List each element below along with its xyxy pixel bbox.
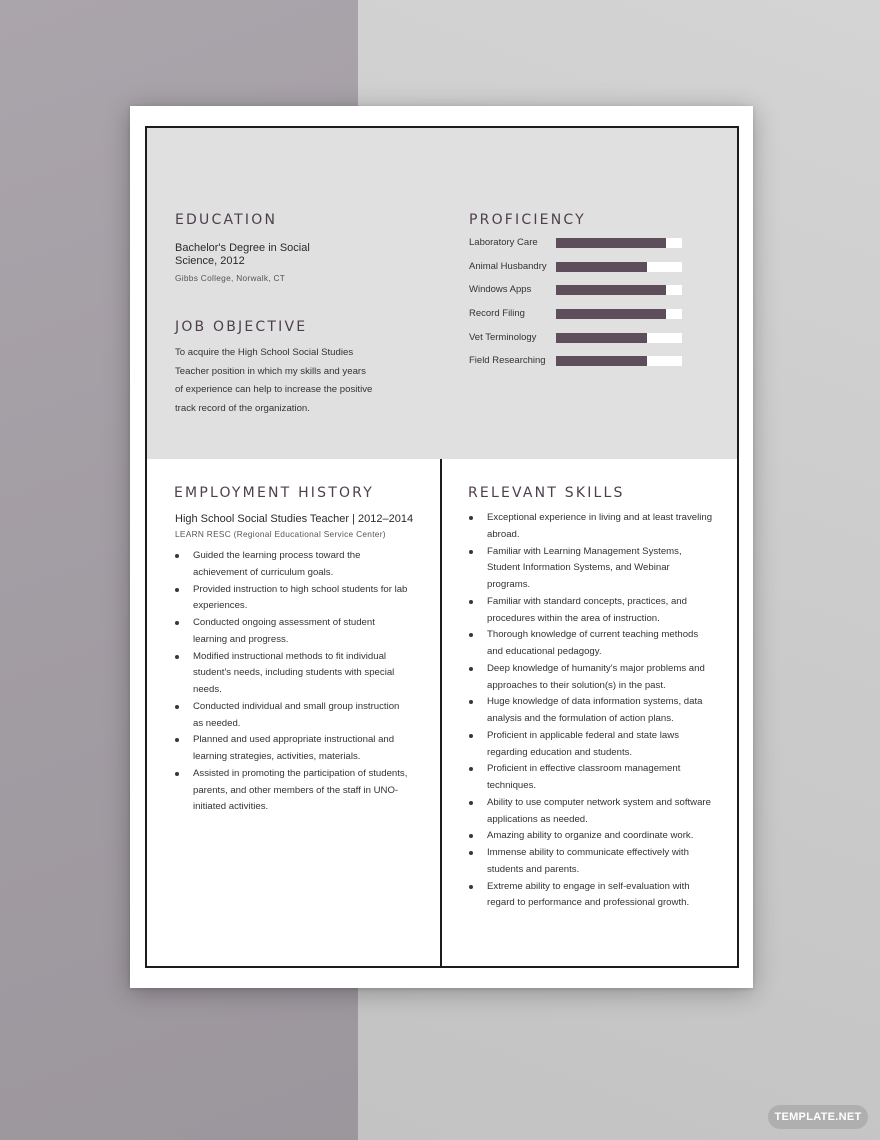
skill-item: Proficient in applicable federal and state laws regarding education and students.	[469, 728, 714, 762]
proficiency-bar-track	[556, 238, 682, 248]
employer: LEARN RESC (Regional Educational Service Center)	[175, 529, 386, 539]
education-heading: EDUCATION	[175, 212, 278, 228]
proficiency-bar-track	[556, 309, 682, 319]
proficiency-item	[469, 283, 689, 297]
skill-item: Huge knowledge of data information systems, data analysis and the formulation of action plans.	[469, 694, 714, 728]
skill-item: Ability to use computer network system and software applications as needed.	[469, 795, 714, 829]
education-degree: Bachelor's Degree in Social Science, 2012	[175, 242, 310, 267]
job-title: High School Social Studies Teacher | 2012–2014	[175, 513, 414, 525]
proficiency-item	[469, 354, 689, 368]
skill-item: Familiar with standard concepts, practices, and procedures within the area of instruction.	[469, 594, 714, 628]
duties-list	[175, 548, 410, 816]
proficiency-item	[469, 260, 689, 274]
proficiency-skill-name: Windows Apps	[469, 284, 532, 295]
skill-item: Familiar with Learning Management Systems, Student Information Systems, and Webinar programs.	[469, 544, 714, 594]
duty-item: Assisted in promoting the participation of students, parents, and other members of the staff in UNO-initiated activities.	[175, 766, 410, 816]
proficiency-bar-fill	[556, 238, 666, 248]
skill-item: Immense ability to communicate effectively with students and parents.	[469, 845, 714, 879]
skill-item: Proficient in effective classroom management techniques.	[469, 761, 714, 795]
resume-page	[130, 106, 753, 988]
proficiency-item	[469, 331, 689, 345]
resume-frame	[145, 126, 739, 968]
education-school: Gibbs College, Norwalk, CT	[175, 273, 286, 283]
employment-heading: EMPLOYMENT HISTORY	[174, 485, 374, 501]
job-objective-heading: JOB OBJECTIVE	[175, 319, 308, 335]
proficiency-bar-track	[556, 356, 682, 366]
proficiency-skill-name: Field Researching	[469, 355, 546, 366]
skill-item: Extreme ability to engage in self-evaluation with regard to performance and professional growth.	[469, 879, 714, 913]
proficiency-bar-fill	[556, 356, 647, 366]
relevant-skills-list	[469, 510, 714, 912]
skill-item: Deep knowledge of humanity's major problems and approaches to their solution(s) in the past.	[469, 661, 714, 695]
proficiency-bar-track	[556, 285, 682, 295]
proficiency-bar-track	[556, 262, 682, 272]
duty-item: Modified instructional methods to fit individual student's needs, including students with special needs.	[175, 649, 410, 699]
duty-item: Conducted individual and small group instruction as needed.	[175, 699, 410, 733]
proficiency-item	[469, 236, 689, 250]
proficiency-skill-name: Animal Husbandry	[469, 261, 547, 272]
proficiency-bar-fill	[556, 309, 666, 319]
proficiency-bar-track	[556, 333, 682, 343]
skill-item: Amazing ability to organize and coordinate work.	[469, 828, 714, 845]
proficiency-bar-fill	[556, 285, 666, 295]
proficiency-skill-name: Vet Terminology	[469, 332, 537, 343]
duty-item: Conducted ongoing assessment of student learning and progress.	[175, 615, 410, 649]
relevant-skills-heading: RELEVANT SKILLS	[468, 485, 625, 501]
proficiency-heading: PROFICIENCY	[469, 212, 586, 228]
skill-item: Thorough knowledge of current teaching methods and educational pedagogy.	[469, 627, 714, 661]
duty-item: Planned and used appropriate instructional and learning strategies, activities, materials.	[175, 732, 410, 766]
watermark-badge: TEMPLATE.NET	[768, 1105, 868, 1129]
proficiency-skill-name: Laboratory Care	[469, 237, 538, 248]
job-objective-text: To acquire the High School Social Studies Teacher position in which my skills and years of experience can help to increase the positive track record of the organization.	[175, 347, 373, 414]
column-divider	[440, 459, 442, 966]
duty-item: Provided instruction to high school students for lab experiences.	[175, 582, 410, 616]
skill-item: Exceptional experience in living and at least traveling abroad.	[469, 510, 714, 544]
proficiency-bar-fill	[556, 262, 647, 272]
proficiency-skill-name: Record Filing	[469, 308, 525, 319]
proficiency-item	[469, 307, 689, 321]
proficiency-bar-fill	[556, 333, 647, 343]
duty-item: Guided the learning process toward the achievement of curriculum goals.	[175, 548, 410, 582]
